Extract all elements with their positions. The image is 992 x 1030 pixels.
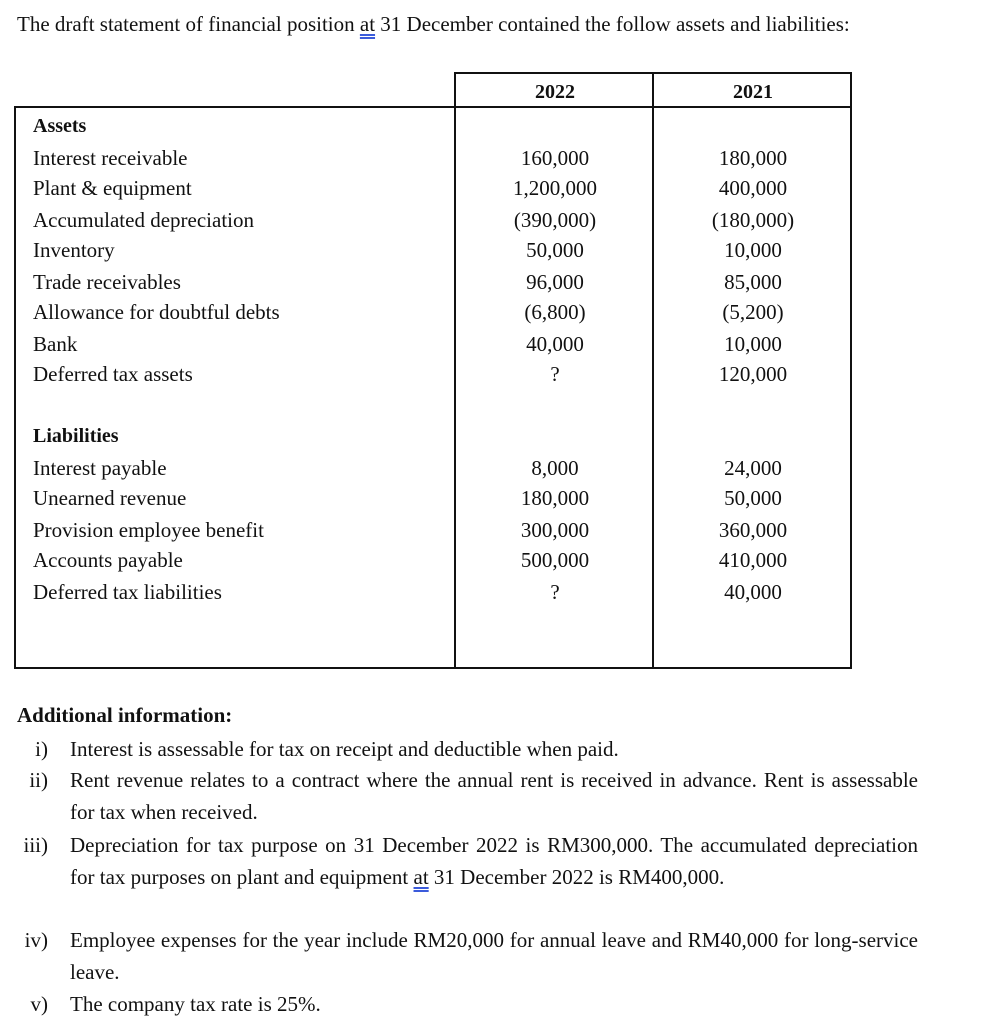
item-text-after: 31 December 2022 is RM400,000. [428, 865, 725, 889]
value-2021: 360,000 [718, 518, 788, 542]
table-header-bottom-border [14, 106, 852, 108]
row-label: Accounts payable [33, 548, 183, 572]
column-header-2021: 2021 [733, 81, 773, 103]
item-text: Interest is assessable for tax on receipt and deductible when paid. [70, 737, 619, 761]
value-2021: 85,000 [724, 270, 782, 294]
intro-underlined-word: at [359, 12, 376, 36]
table-bottom-border [14, 667, 852, 669]
value-2021: 24,000 [724, 456, 782, 480]
value-2022: 8,000 [531, 456, 579, 480]
item-number: ii) [29, 768, 48, 792]
value-2022: ? [550, 362, 560, 386]
value-2021: (5,200) [722, 300, 784, 324]
value-2022: 96,000 [526, 270, 584, 294]
value-2021: 40,000 [724, 580, 782, 604]
value-2021: 410,000 [718, 548, 788, 572]
item-number: v) [30, 992, 48, 1016]
item-text-before: Depreciation for tax purpose on 31 December 2022 is RM300,000. The accumulated depreciation for tax purposes on plant and equipment [70, 833, 918, 889]
item-number: i) [35, 737, 48, 761]
row-label: Accumulated depreciation [33, 208, 254, 232]
value-2022: (390,000) [513, 208, 597, 232]
value-2021: 10,000 [724, 238, 782, 262]
row-label: Interest payable [33, 456, 167, 480]
value-2022: 1,200,000 [513, 176, 597, 200]
value-2021: (180,000) [711, 208, 795, 232]
value-2021: 120,000 [718, 362, 788, 386]
item-text: Employee expenses for the year include RM20,000 for annual leave and RM40,000 for long-service leave. [70, 928, 918, 984]
row-label: Bank [33, 332, 78, 356]
value-2021: 50,000 [724, 486, 782, 510]
row-label: Inventory [33, 238, 115, 262]
row-label: Plant & equipment [33, 176, 192, 200]
row-label: Trade receivables [33, 270, 181, 294]
row-label: Interest receivable [33, 146, 188, 170]
row-label: Provision employee benefit [33, 518, 264, 542]
item-number: iv) [24, 928, 48, 952]
section-title-liabilities: Liabilities [33, 425, 119, 447]
value-2022: 160,000 [520, 146, 590, 170]
intro-text-after: 31 December contained the follow assets and liabilities: [375, 12, 850, 36]
item-text: The company tax rate is 25%. [70, 992, 321, 1016]
row-label: Deferred tax liabilities [33, 580, 222, 604]
row-label: Deferred tax assets [33, 362, 193, 386]
value-2021: 180,000 [718, 146, 788, 170]
item-number: iii) [23, 833, 48, 857]
value-2022: 50,000 [526, 238, 584, 262]
value-2022: 180,000 [520, 486, 590, 510]
item-underlined-word: at [413, 865, 429, 889]
row-label: Unearned revenue [33, 486, 187, 510]
item-text [70, 829, 918, 893]
intro-text-before: The draft statement of financial position [17, 12, 360, 36]
value-2022: ? [550, 580, 560, 604]
additional-info-title: Additional information: [17, 703, 233, 727]
value-2021: 400,000 [718, 176, 788, 200]
value-2022: (6,800) [524, 300, 586, 324]
value-2022: 300,000 [520, 518, 590, 542]
column-header-2022: 2022 [535, 81, 575, 103]
value-2022: 40,000 [526, 332, 584, 356]
section-title-assets: Assets [33, 115, 87, 137]
value-2022: 500,000 [520, 548, 590, 572]
value-2021: 10,000 [724, 332, 782, 356]
item-text: Rent revenue relates to a contract where the annual rent is received in advance. Rent is assessable for tax when received. [70, 768, 918, 824]
row-label: Allowance for doubtful debts [33, 300, 280, 324]
table-left-border [14, 106, 16, 669]
